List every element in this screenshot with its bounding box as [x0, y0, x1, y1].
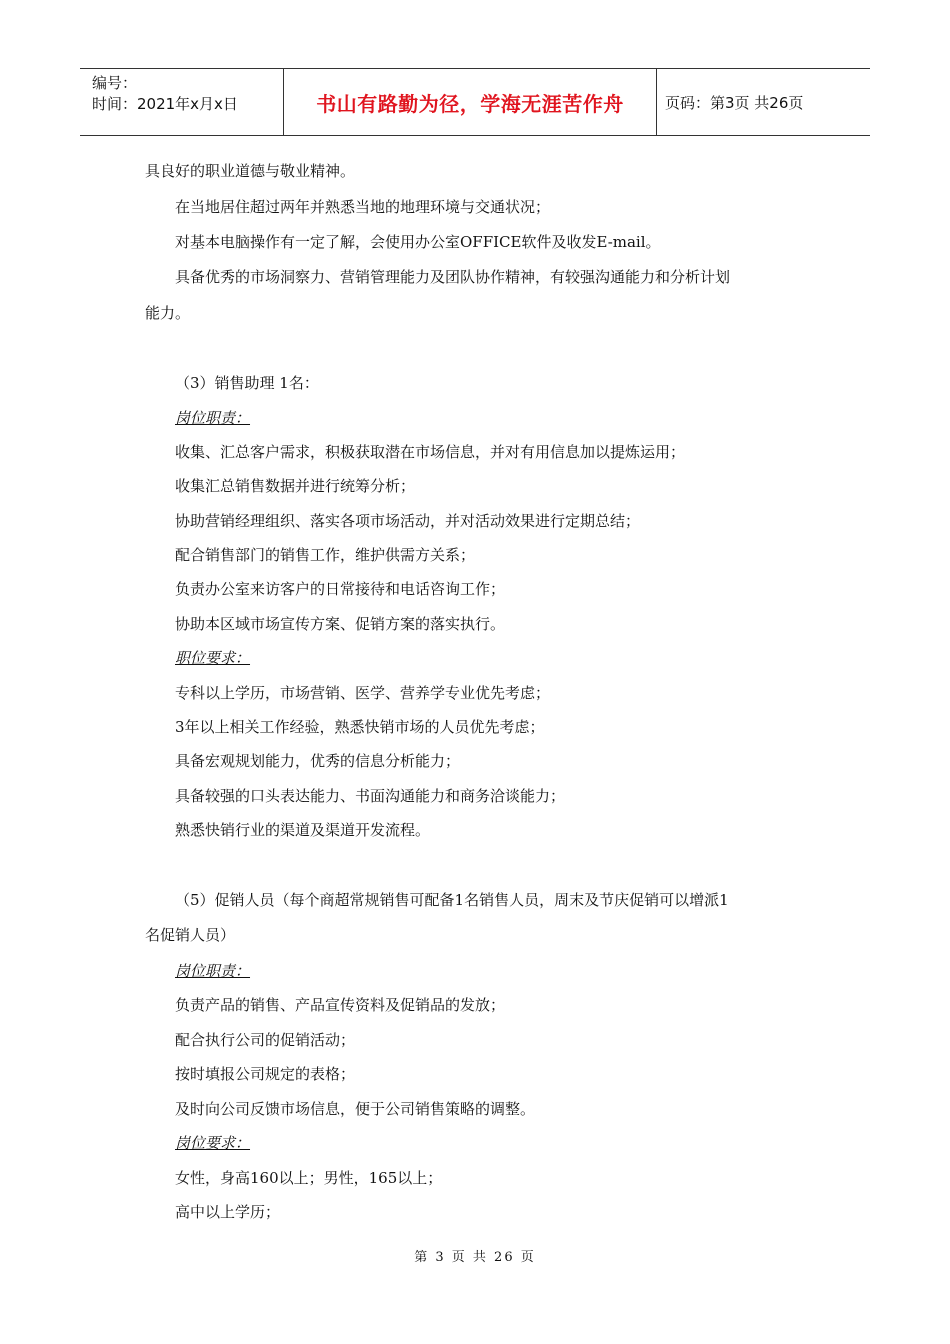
body-line: 具备宏观规划能力，优秀的信息分析能力；: [175, 752, 461, 770]
body-line: 及时向公司反馈市场信息，便于公司销售策略的调整。: [175, 1100, 536, 1118]
doc-date-label: 时间：2021年x月x日: [92, 95, 238, 113]
body-line: 在当地居住超过两年并熟悉当地的地理环境与交通状况；: [175, 198, 551, 216]
doc-number-label: 编号：: [92, 74, 138, 92]
body-line: 负责办公室来访客户的日常接待和电话咨询工作；: [175, 580, 506, 598]
body-line: 具良好的职业道德与敬业精神。: [145, 162, 356, 180]
header-meta: [80, 69, 283, 135]
body-line: 3年以上相关工作经验，熟悉快销市场的人员优先考虑；: [175, 718, 545, 736]
body-line: 按时填报公司规定的表格；: [175, 1065, 356, 1083]
header-motto: 书山有路勤为径，学海无涯苦作舟: [283, 69, 657, 135]
body-line: 配合销售部门的销售工作，维护供需方关系；: [175, 546, 476, 564]
body-line: 协助营销经理组织、落实各项市场活动，并对活动效果进行定期总结；: [175, 512, 641, 530]
section-heading: （3）销售助理 1名：: [175, 374, 319, 392]
body-line: 专科以上学历，市场营销、医学、营养学专业优先考虑；: [175, 684, 551, 702]
body-line: 负责产品的销售、产品宣传资料及促销品的发放；: [175, 996, 506, 1014]
body-line: 配合执行公司的促销活动；: [175, 1031, 356, 1049]
body-line: 能力。: [145, 304, 191, 322]
header-page-number: 页码：第3页 共26页: [665, 93, 804, 112]
subsection-heading: 岗位职责：: [175, 409, 251, 427]
subsection-heading: 岗位职责：: [175, 962, 251, 980]
body-line: 女性，身高160以上；男性，165以上；: [175, 1169, 443, 1187]
body-line: 具备较强的口头表达能力、书面沟通能力和商务洽谈能力；: [175, 787, 566, 805]
subsection-heading: 岗位要求：: [175, 1134, 251, 1152]
body-line: 收集汇总销售数据并进行统筹分析；: [175, 477, 416, 495]
page-header: [80, 68, 870, 136]
body-line: 名促销人员）: [145, 926, 236, 944]
body-line: 对基本电脑操作有一定了解，会使用办公室OFFICE软件及收发E-mail。: [175, 233, 661, 251]
body-line: 协助本区域市场宣传方案、促销方案的落实执行。: [175, 615, 506, 633]
section-heading: （5）促销人员（每个商超常规销售可配备1名销售人员，周末及节庆促销可以增派1: [175, 891, 729, 909]
subsection-heading: 职位要求：: [175, 649, 251, 667]
body-line: 收集、汇总客户需求，积极获取潜在市场信息，并对有用信息加以提炼运用；: [175, 443, 686, 461]
body-line: 高中以上学历；: [175, 1203, 281, 1221]
body-line: 熟悉快销行业的渠道及渠道开发流程。: [175, 821, 431, 839]
body-line: 具备优秀的市场洞察力、营销管理能力及团队协作精神，有较强沟通能力和分析计划: [175, 268, 731, 286]
page-footer: 第 3 页 共 26 页: [414, 1250, 536, 1265]
